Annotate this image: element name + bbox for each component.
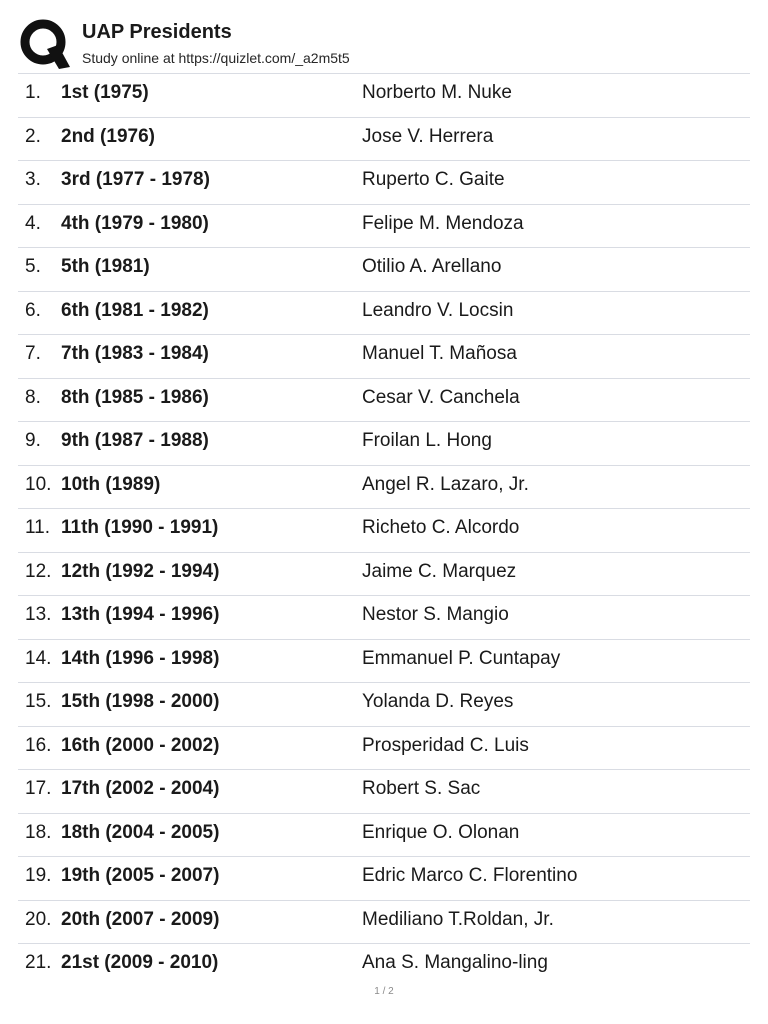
- term-text: 7th (1983 - 1984): [61, 343, 209, 364]
- list-item: [18, 248, 750, 292]
- item-number: 11.: [25, 517, 51, 538]
- item-number: 12.: [25, 560, 52, 582]
- term-text: 5th (1981): [61, 256, 150, 277]
- list-item: [18, 509, 750, 553]
- list-item: [18, 770, 750, 814]
- study-online-link-text: Study online at https://quizlet.com/_a2m5t5: [82, 50, 350, 66]
- item-number: 6.: [25, 299, 41, 321]
- item-number: 19.: [25, 865, 52, 886]
- list-item: [18, 335, 750, 379]
- list-item: [18, 466, 750, 510]
- term-text: 20th (2007 - 2009): [61, 908, 220, 930]
- definition-text: Manuel T. Mañosa: [362, 343, 517, 364]
- definition-text: Edric Marco C. Florentino: [362, 865, 578, 886]
- definition-text: Mediliano T.Roldan, Jr.: [362, 908, 554, 930]
- list-item: [18, 118, 750, 162]
- term-text: 2nd (1976): [61, 125, 155, 147]
- item-number: 17.: [25, 778, 52, 799]
- list-item: [18, 814, 750, 858]
- item-number: 8.: [25, 386, 41, 408]
- term-text: 19th (2005 - 2007): [61, 865, 220, 886]
- item-number: 7.: [25, 343, 41, 364]
- document-header: [20, 19, 750, 73]
- term-text: 4th (1979 - 1980): [61, 212, 209, 234]
- terms-list: [18, 74, 750, 988]
- list-item: [18, 596, 750, 640]
- list-item: [18, 422, 750, 466]
- term-text: 1st (1975): [61, 82, 149, 103]
- list-item: [18, 727, 750, 771]
- definition-text: Froilan L. Hong: [362, 430, 492, 451]
- term-text: 10th (1989): [61, 473, 161, 495]
- term-text: 8th (1985 - 1986): [61, 386, 209, 408]
- definition-text: Angel R. Lazaro, Jr.: [362, 473, 529, 495]
- definition-text: Otilio A. Arellano: [362, 256, 502, 277]
- list-item: [18, 379, 750, 423]
- list-item: [18, 857, 750, 901]
- term-text: 21st (2009 - 2010): [61, 952, 219, 973]
- definition-text: Nestor S. Mangio: [362, 604, 509, 625]
- item-number: 5.: [25, 256, 41, 277]
- definition-text: Enrique O. Olonan: [362, 821, 520, 843]
- definition-text: Yolanda D. Reyes: [362, 691, 514, 712]
- item-number: 4.: [25, 212, 41, 234]
- term-text: 18th (2004 - 2005): [61, 821, 220, 843]
- term-text: 3rd (1977 - 1978): [61, 169, 210, 190]
- term-text: 6th (1981 - 1982): [61, 299, 209, 321]
- list-item: [18, 205, 750, 249]
- page-title: UAP Presidents: [82, 21, 232, 43]
- list-item: [18, 292, 750, 336]
- list-item: [18, 944, 750, 988]
- definition-text: Richeto C. Alcordo: [362, 517, 520, 538]
- definition-text: Ana S. Mangalino-ling: [362, 952, 548, 973]
- list-item: [18, 901, 750, 945]
- definition-text: Jaime C. Marquez: [362, 560, 517, 582]
- list-item: [18, 553, 750, 597]
- item-number: 3.: [25, 169, 41, 190]
- item-number: 20.: [25, 908, 52, 930]
- definition-text: Leandro V. Locsin: [362, 299, 514, 321]
- item-number: 21.: [25, 952, 52, 973]
- item-number: 9.: [25, 430, 41, 451]
- list-item: [18, 74, 750, 118]
- definition-text: Cesar V. Canchela: [362, 386, 520, 408]
- term-text: 16th (2000 - 2002): [61, 734, 220, 756]
- definition-text: Emmanuel P. Cuntapay: [362, 647, 561, 669]
- definition-text: Felipe M. Mendoza: [362, 212, 524, 234]
- item-number: 16.: [25, 734, 52, 756]
- definition-text: Robert S. Sac: [362, 778, 481, 799]
- term-text: 14th (1996 - 1998): [61, 647, 220, 669]
- term-text: 13th (1994 - 1996): [61, 604, 220, 625]
- item-number: 2.: [25, 125, 41, 147]
- page-number: 1 / 2: [374, 986, 394, 997]
- list-item: [18, 683, 750, 727]
- term-text: 9th (1987 - 1988): [61, 430, 209, 451]
- item-number: 13.: [25, 604, 52, 625]
- quizlet-q-logo-icon: [20, 19, 70, 69]
- definition-text: Ruperto C. Gaite: [362, 169, 505, 190]
- list-item: [18, 161, 750, 205]
- list-item: [18, 640, 750, 684]
- item-number: 1.: [25, 82, 41, 103]
- definition-text: Norberto M. Nuke: [362, 82, 512, 103]
- definition-text: Jose V. Herrera: [362, 125, 494, 147]
- definition-text: Prosperidad C. Luis: [362, 734, 529, 756]
- item-number: 14.: [25, 647, 52, 669]
- item-number: 10.: [25, 473, 52, 495]
- item-number: 15.: [25, 691, 52, 712]
- term-text: 15th (1998 - 2000): [61, 691, 220, 712]
- term-text: 11th (1990 - 1991): [61, 517, 219, 538]
- term-text: 17th (2002 - 2004): [61, 778, 220, 799]
- term-text: 12th (1992 - 1994): [61, 560, 220, 582]
- item-number: 18.: [25, 821, 52, 843]
